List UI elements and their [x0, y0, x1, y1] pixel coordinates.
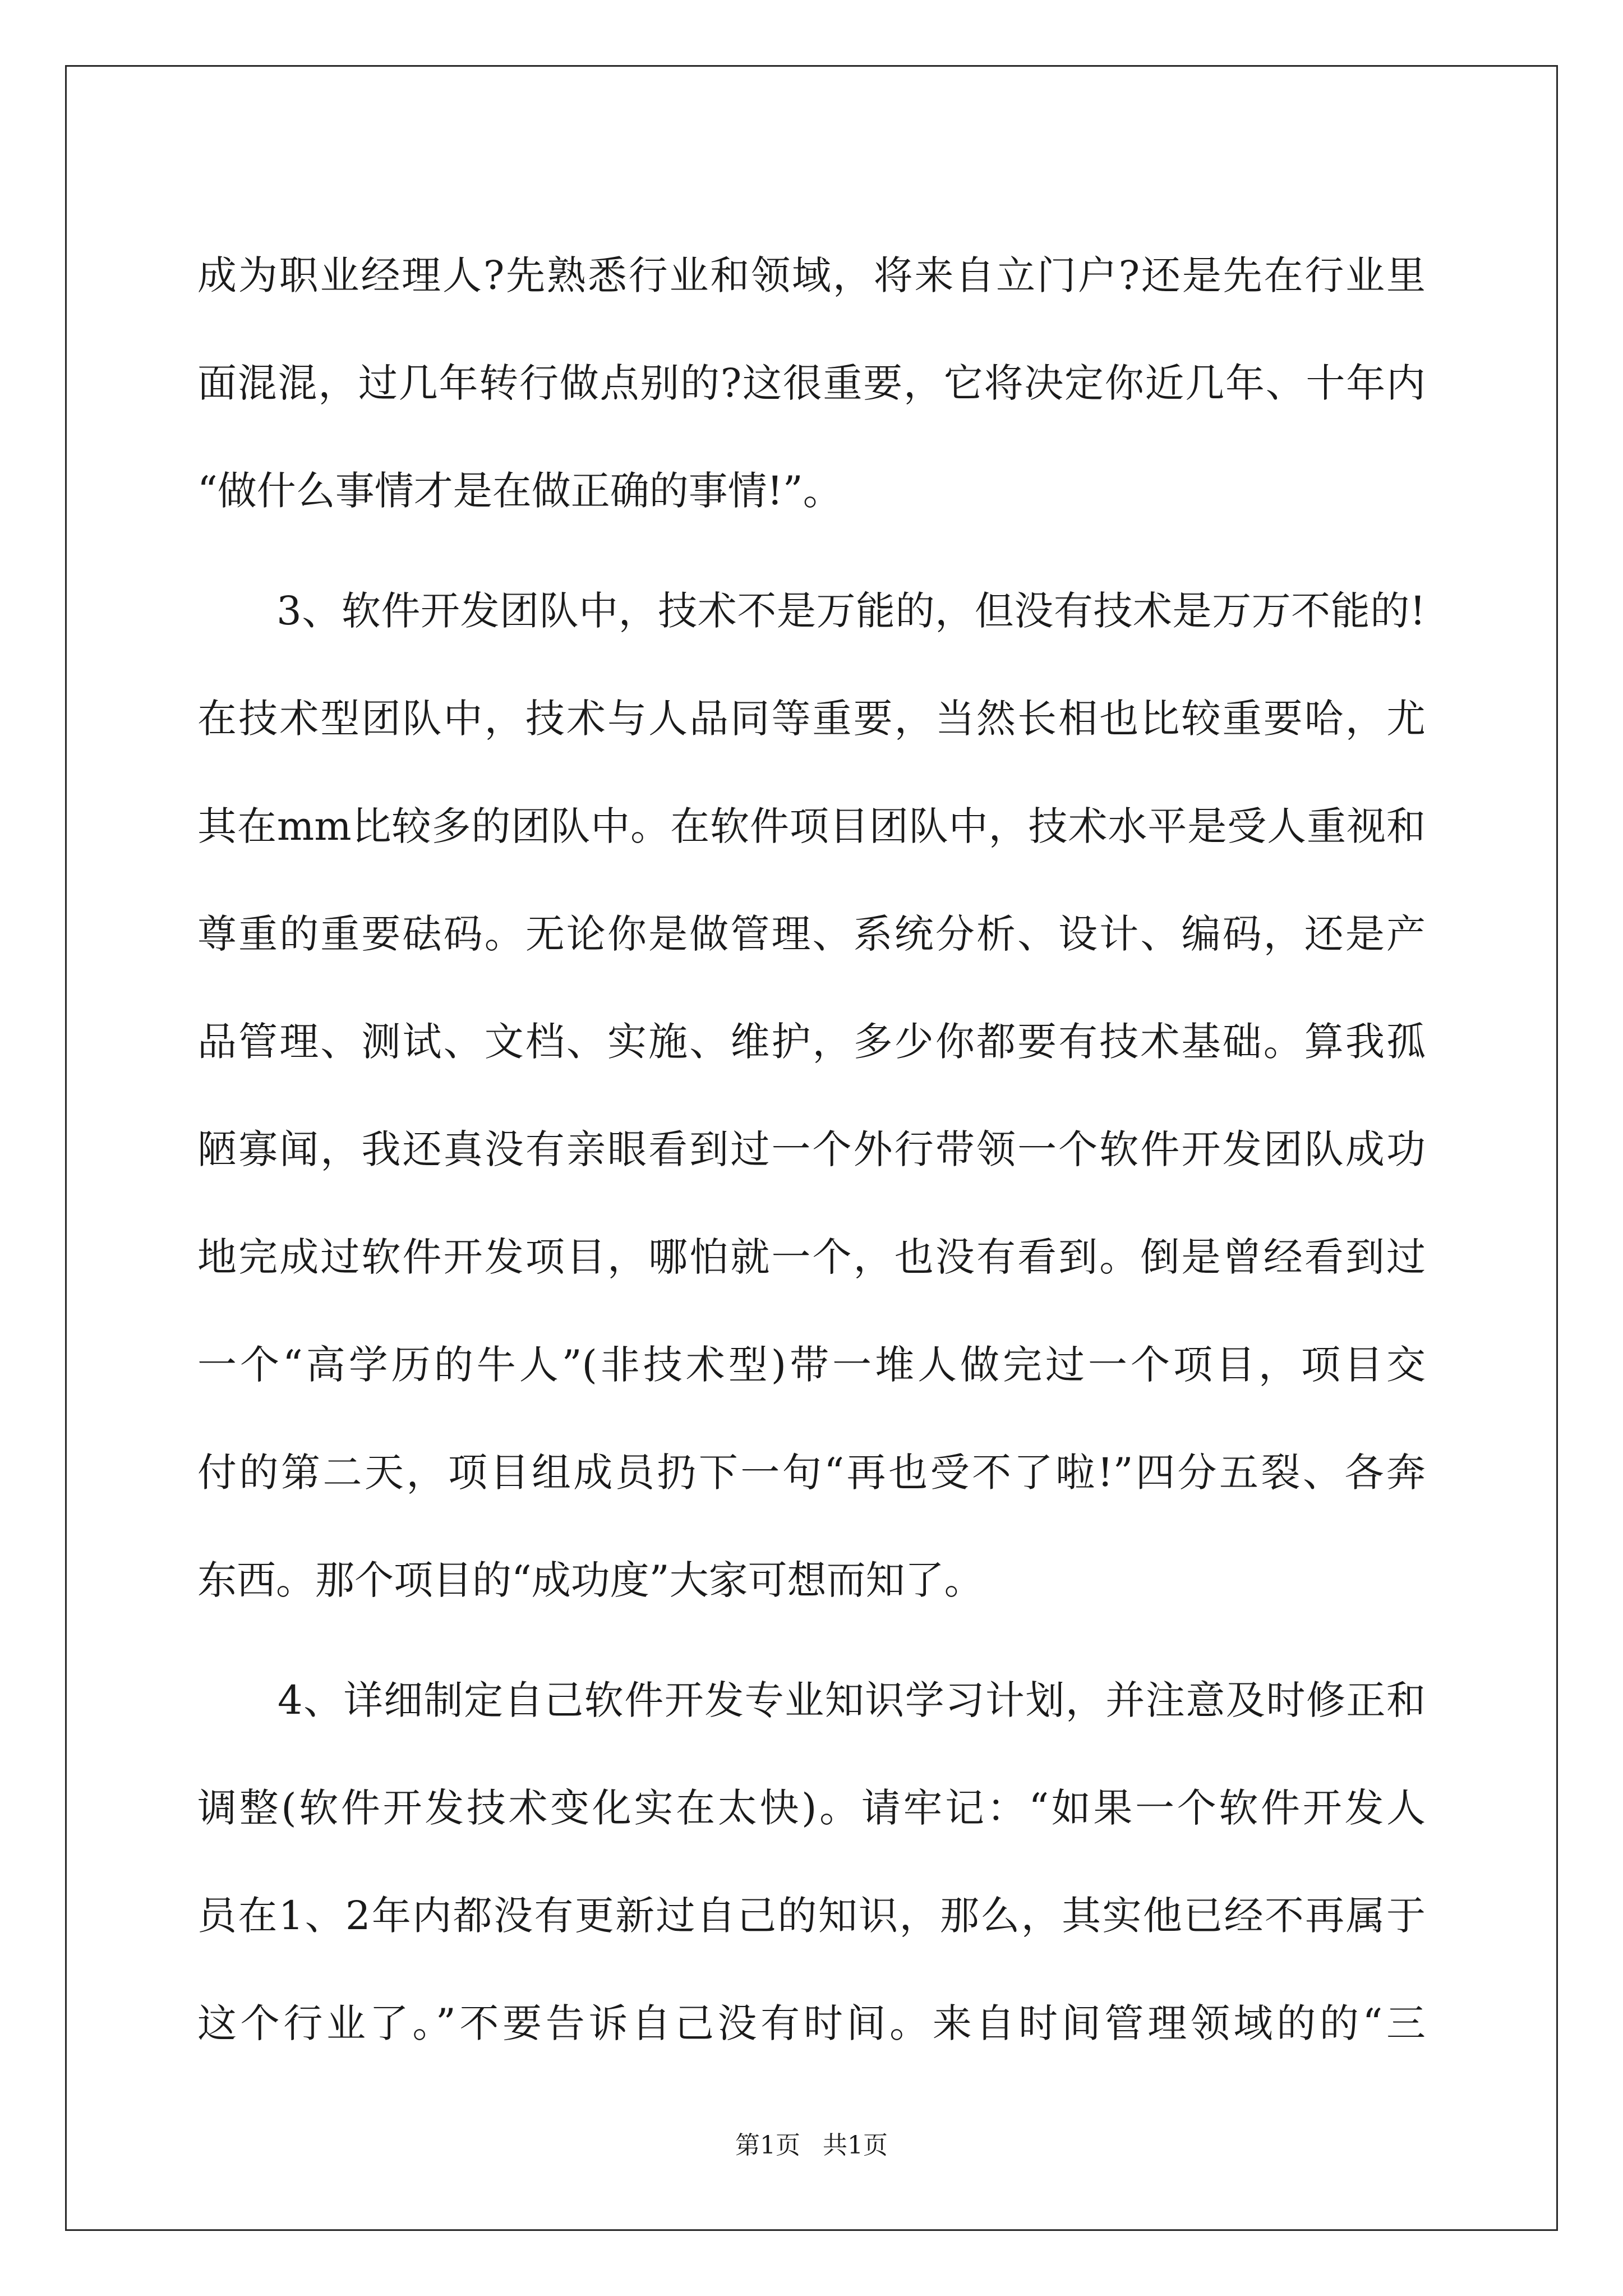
text-line: 付的第二天，项目组成员扔下一句“再也受不了啦!”四分五裂、各奔 — [197, 1450, 1426, 1496]
text-line: 尊重的重要砝码。无论你是做管理、系统分析、设计、编码，还是产 — [197, 911, 1426, 957]
text-line: 在技术型团队中，技术与人品同等重要，当然长相也比较重要哈，尤 — [197, 696, 1426, 742]
page-number-total: 共1页 — [823, 2131, 888, 2160]
text-line: 3、软件开发团队中，技术不是万能的，但没有技术是万万不能的! — [197, 588, 1426, 634]
page-footer — [0, 2129, 1623, 2162]
text-line: 面混混，过几年转行做点别的?这很重要，它将决定你近几年、十年内 — [197, 360, 1426, 406]
page-number-current: 第1页 — [735, 2131, 800, 2160]
text-line: 地完成过软件开发项目，哪怕就一个，也没有看到。倒是曾经看到过 — [197, 1234, 1426, 1280]
text-line: 这个行业了。”不要告诉自己没有时间。来自时间管理领域的的“三 — [197, 2000, 1426, 2046]
text-line: 东西。那个项目的“成功度”大家可想而知了。 — [197, 1557, 984, 1603]
text-line: “做什么事情才是在做正确的事情!”。 — [197, 468, 842, 514]
text-line: 其在mm比较多的团队中。在软件项目团队中，技术水平是受人重视和 — [197, 803, 1426, 849]
text-line: 员在1、2年内都没有更新过自己的知识，那么，其实他已经不再属于 — [197, 1893, 1426, 1939]
text-line: 调整(软件开发技术变化实在太快)。请牢记：“如果一个软件开发人 — [197, 1785, 1426, 1831]
text-line: 4、详细制定自己软件开发专业知识学习计划，并注意及时修正和 — [197, 1677, 1426, 1723]
text-line: 一个“高学历的牛人”(非技术型)带一堆人做完过一个项目，项目交 — [197, 1342, 1426, 1388]
text-line: 品管理、测试、文档、实施、维护，多少你都要有技术基础。算我孤 — [197, 1019, 1426, 1065]
text-line: 成为职业经理人?先熟悉行业和领域，将来自立门户?还是先在行业里 — [197, 252, 1426, 298]
document-body — [197, 222, 1426, 2077]
text-line: 陋寡闻，我还真没有亲眼看到过一个外行带领一个软件开发团队成功 — [197, 1126, 1426, 1172]
